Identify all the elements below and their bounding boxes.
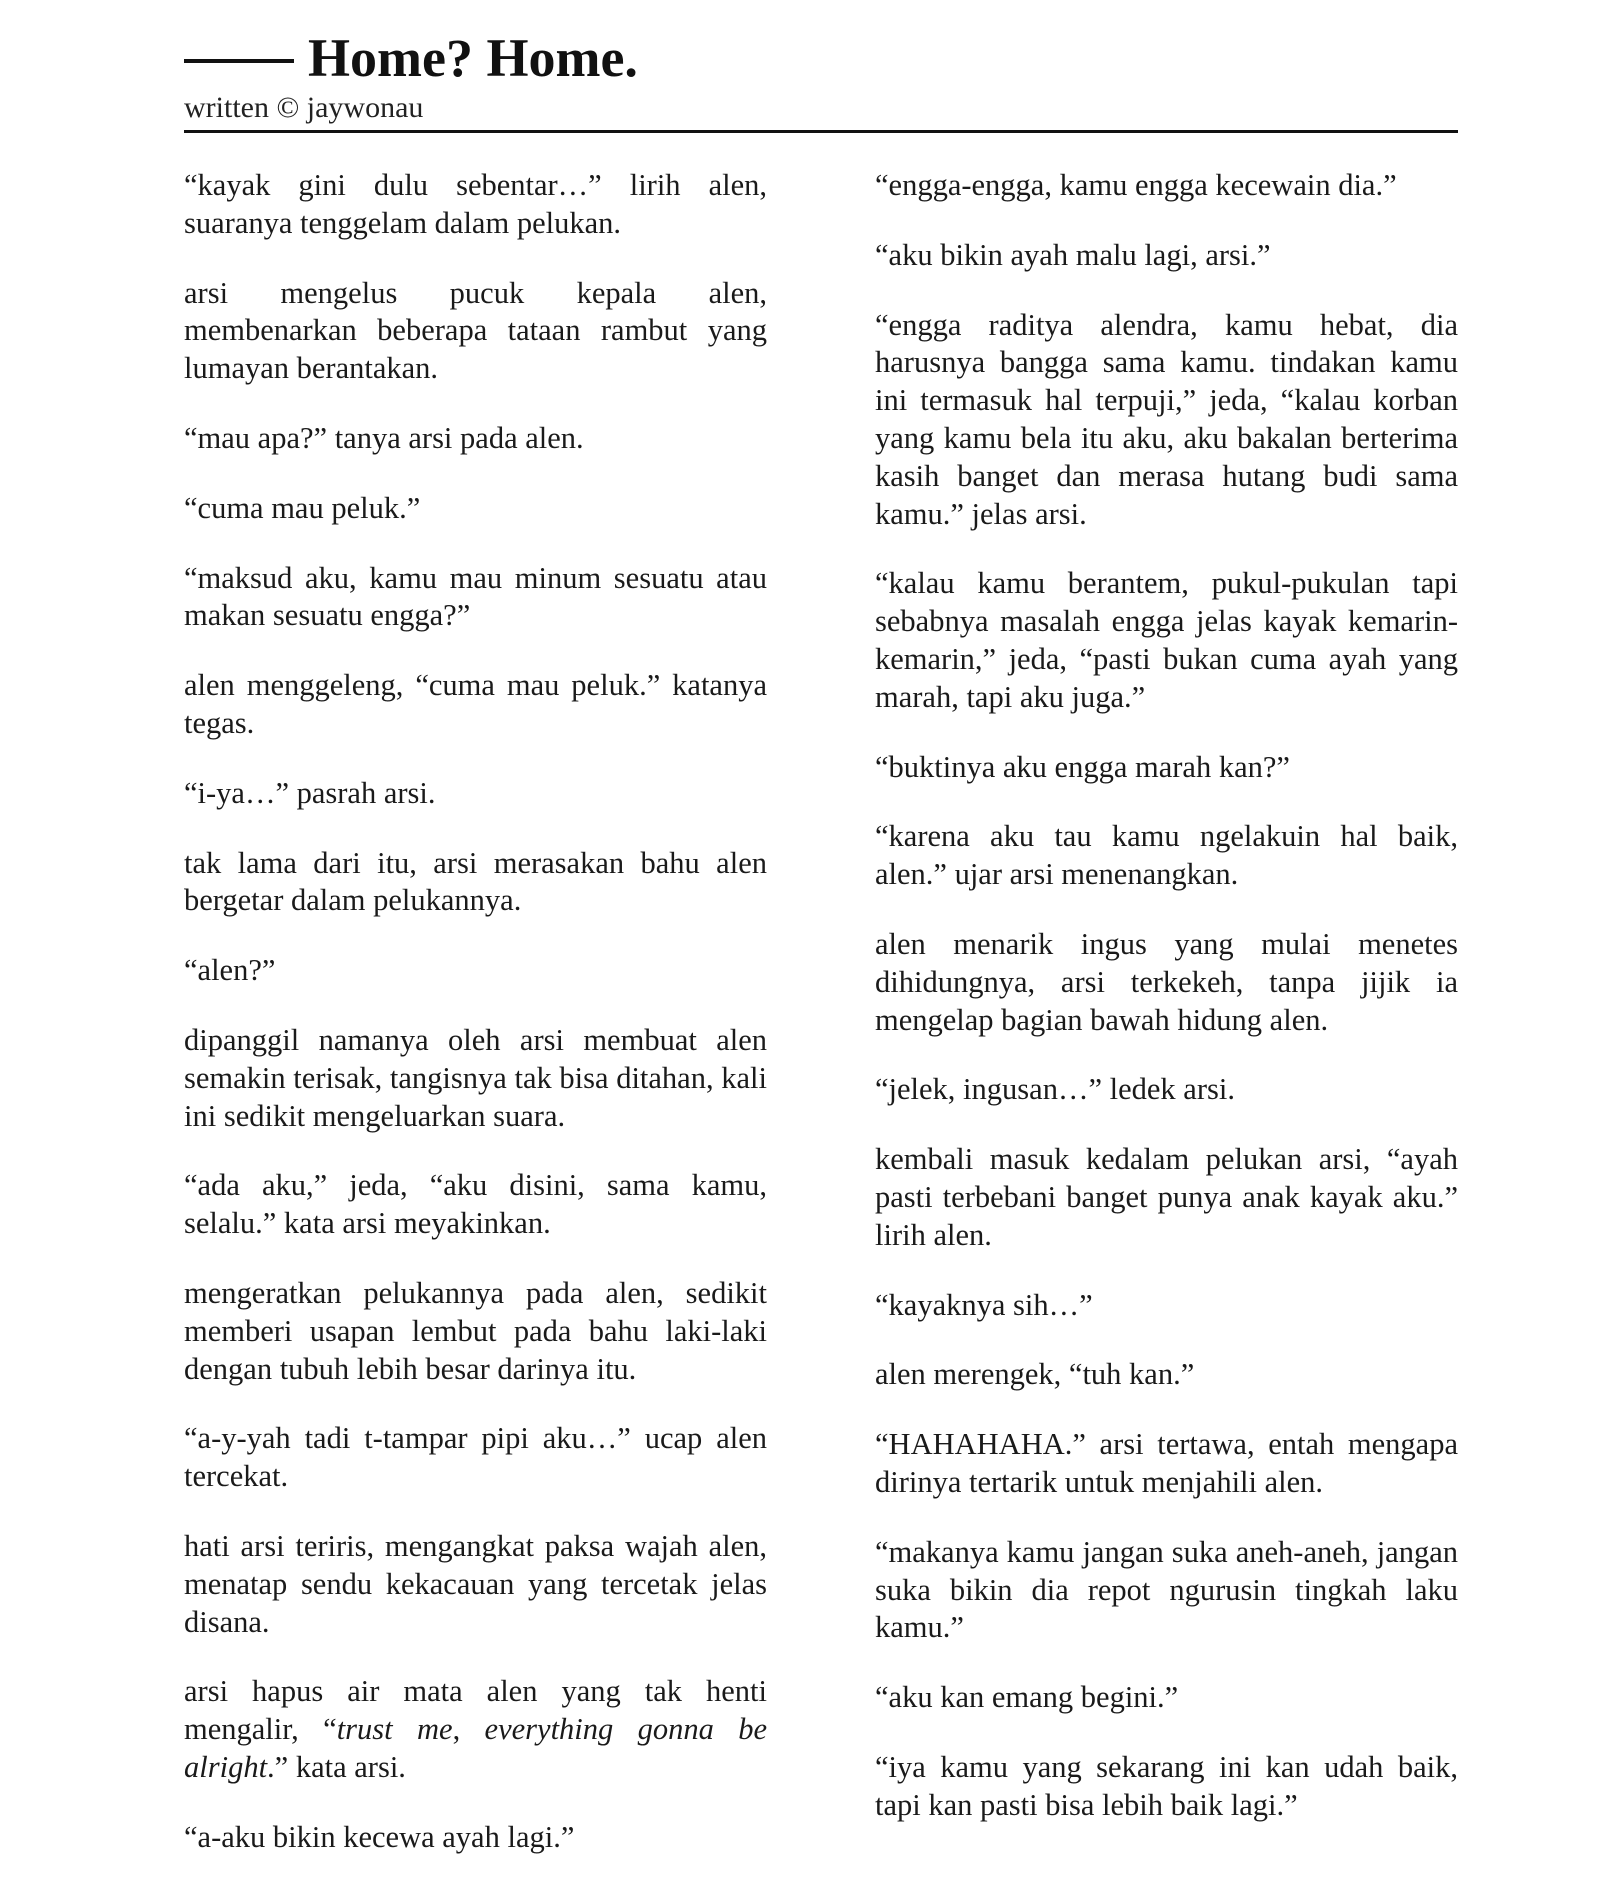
paragraph: “karena aku tau kamu ngelakuin hal baik, alen.” ujar arsi menenangkan. [875, 819, 1458, 892]
paragraph: arsi mengelus pucuk kepala alen, membenarkan beberapa tataan rambut yang lumayan berantakan. [184, 275, 767, 386]
paragraph: “a-y-yah tadi t-tampar pipi aku…” ucap alen tercekat. [184, 1421, 767, 1494]
paragraph: “aku bikin ayah malu lagi, arsi.” [875, 237, 1271, 272]
title-row [184, 26, 1458, 90]
title-dash-rule [184, 59, 294, 63]
paragraph-text: , [452, 1712, 485, 1747]
paragraph: “ada aku,” jeda, “aku disini, sama kamu, selalu.” kata arsi meyakinkan. [184, 1168, 767, 1241]
paragraph: mengeratkan pelukannya pada alen, sedikit memberi usapan lembut pada bahu laki-laki dengan tubuh lebih besar darinya itu. [184, 1275, 767, 1386]
paragraph: “cuma mau peluk.” [184, 490, 421, 525]
text-columns [184, 167, 1458, 1889]
paragraph: hati arsi teriris, mengangkat paksa wajah alen, menatap sendu kekacauan yang tercetak jelas disana. [184, 1528, 767, 1639]
paragraph: “aku kan emang begini.” [875, 1680, 1179, 1715]
header-divider [184, 130, 1458, 133]
document-page [184, 26, 1458, 1889]
paragraph: tak lama dari itu, arsi merasakan bahu alen bergetar dalam pelukannya. [184, 845, 767, 918]
italic-phrase: trust me [336, 1712, 453, 1747]
paragraph: “jelek, ingusan…” ledek arsi. [875, 1072, 1235, 1107]
paragraph: “i-ya…” pasrah arsi. [184, 775, 436, 810]
paragraph-text: arsi hapus air mata alen yang tak henti mengalir, “ [184, 1674, 767, 1747]
left-column [184, 167, 767, 1889]
paragraph: kembali masuk kedalam pelukan arsi, “ayah pasti terbebani banget punya anak kayak aku.” lirih alen. [875, 1142, 1458, 1252]
paragraph: alen menggeleng, “cuma mau peluk.” katanya tegas. [184, 668, 767, 740]
paragraph: “makanya kamu jangan suka aneh-aneh, jangan suka bikin dia repot ngurusin tingkah laku kamu.” [875, 1534, 1458, 1645]
paragraph: “buktinya aku engga marah kan?” [875, 749, 1290, 784]
paragraph: “kalau kamu berantem, pukul-pukulan tapi sebabnya masalah engga jelas kayak kemarin-kemarin,” jeda, “pasti bukan cuma ayah yang marah, tapi aku juga.” [875, 566, 1458, 714]
paragraph: “engga raditya alendra, kamu hebat, dia harusnya bangga sama kamu. tindakan kamu ini termasuk hal terpuji,” jeda, “kalau korban yang kamu bela itu aku, aku bakalan berterima kasih banget dan merasa hutang budi sama kamu.” jelas arsi. [875, 307, 1458, 531]
page-title: Home? Home. [308, 28, 638, 88]
paragraph: “a-aku bikin kecewa ayah lagi.” [184, 1819, 575, 1854]
paragraph: “mau apa?” tanya arsi pada alen. [184, 420, 584, 455]
paragraph: “maksud aku, kamu mau minum sesuatu atau makan sesuatu engga?” [184, 560, 767, 633]
paragraph: “kayaknya sih…” [875, 1287, 1093, 1322]
paragraph: “HAHAHAHA.” arsi tertawa, entah mengapa dirinya tertarik untuk menjahili alen. [875, 1427, 1458, 1499]
byline: written © jaywonau [184, 91, 424, 124]
paragraph: “engga-engga, kamu engga kecewain dia.” [875, 168, 1397, 202]
right-column [875, 167, 1458, 1889]
paragraph-text: .” kata arsi. [267, 1749, 406, 1784]
paragraph: “kayak gini dulu sebentar…” lirih alen, suaranya tenggelam dalam pelukan. [184, 168, 767, 240]
paragraph: “alen?” [184, 953, 276, 988]
paragraph: dipanggil namanya oleh arsi membuat alen semakin terisak, tangisnya tak bisa ditahan, kali ini sedikit mengeluarkan suara. [184, 1022, 767, 1133]
paragraph: alen menarik ingus yang mulai menetes dihidungnya, arsi terkekeh, tanpa jijik ia mengelap bagian bawah hidung alen. [875, 926, 1458, 1037]
paragraph: alen merengek, “tuh kan.” [875, 1357, 1195, 1392]
italic-phrase: everything gonna be alright [184, 1712, 768, 1784]
paragraph-trust-me [184, 1673, 767, 1786]
paragraph: “iya kamu yang sekarang ini kan udah baik, tapi kan pasti bisa lebih baik lagi.” [875, 1749, 1458, 1822]
